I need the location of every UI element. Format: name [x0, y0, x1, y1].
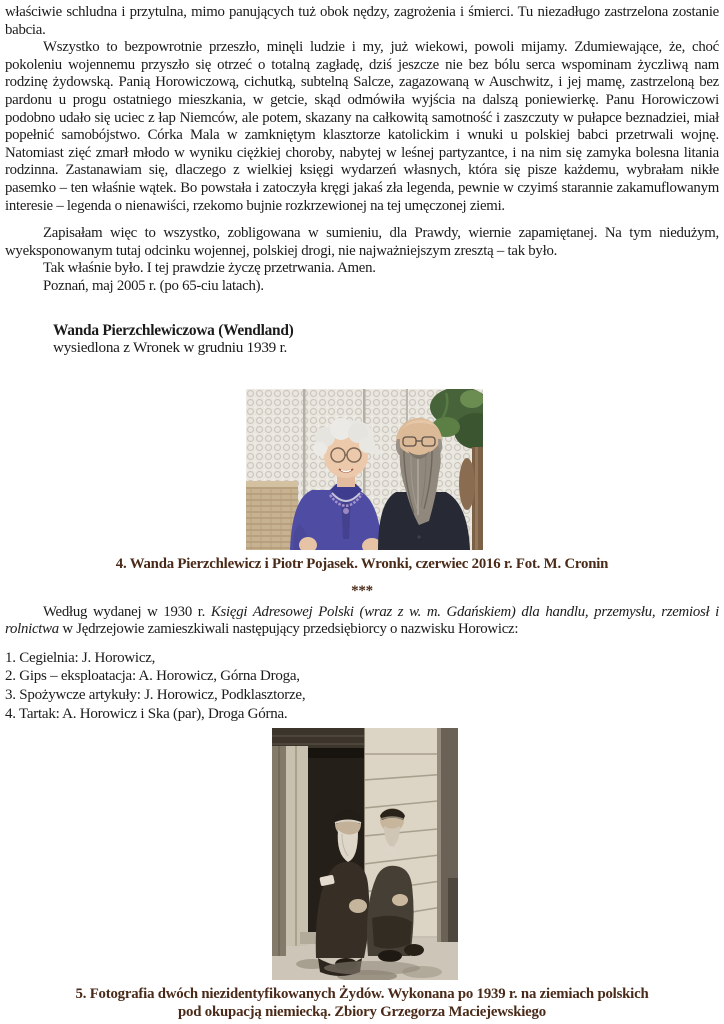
figure5-caption-line2: pod okupacją niemiecką. Zbiory Grzegorza Maciejewskiego	[178, 1004, 546, 1021]
line-poznan-date: Poznań, maj 2005 r. (po 65-ciu latach).	[43, 277, 264, 294]
paragraph-zapisalam: Zapisałam więc to wszystko, zobligowana w sumieniu, dla Prawdy, wiernie zapamiętanej. Na tym niedużym, wyeksponowanym tutaj odcinku wojennej, polskiej drogi, nie najważniejszym zresztą – tak było.	[5, 225, 719, 259]
registry-lead-start: Według wydanej w 1930 r.	[43, 603, 211, 620]
registry-entry: 1. Cegielnia: J. Horowicz,	[5, 649, 156, 666]
author-block	[53, 322, 719, 357]
figure4-photo-illustration	[246, 389, 483, 550]
paragraph-memoir: Wszystko to bezpowrotnie przeszło, minęli ludzie i my, już wiekowi, powoli mijamy. Zdumiewające, że, choć pokoleniu wojennemu przyszło się otrzeć o totalną zagładę, dziś jeszcze nie bez bólu serca wspominam życzliwą nam rodzinę żydowską. Panią Horowiczową, cichutką, subtelną Salcze, zagazowaną w Auschwitz, i jej mamę, zastrzeloną bez pardonu u progu ostatniego mieszkania, w getcie, skąd odmówiła wyjścia na dalszą poniewierkę. Panu Horowiczowi podobno udało się uciec z łap Niemców, ale potem, skazany na całkowitą samotność i zaszczuty w pułapce beznadziei, miał popełnić samobójstwo. Córka Mala w zamkniętym klasztorze katolickim i wnuki u polskiej babci przetrwali wojnę. Natomiast zięć zmarł młodo w wyniku ciężkiej choroby, nabytej w leśnej partyzantce, i na nim się zamyka bolesna litania rodzinna. Zastanawiam się, dlaczego z wielkiej księgi wydarzeń własnych, która się pisze każdemu, wybrałam nikłe pasemko – ten właśnie wątek. Bo powstała i zatoczyła kręgi jakaś zła legenda, pewnie w czyimś starannie zakamuflowanym interesie – legenda o nienawiści, rzekomo bujnie rozkrzewionej na tej umęczonej ziemi.	[5, 39, 719, 214]
figure4-caption: 4. Wanda Pierzchlewicz i Piotr Pojasek. Wronki, czerwiec 2016 r. Fot. M. Cronin	[115, 555, 609, 572]
registry-list	[5, 649, 719, 723]
registry-lead-paragraph	[5, 604, 719, 639]
registry-entry: 4. Tartak: A. Horowicz i Ska (par), Droga Górna.	[5, 705, 288, 722]
paragraph-continuation: właściwie schludna i przytulna, mimo panujących tuż obok nędzy, zagrożenia i śmierci. Tu niezadługo zastrzelona zostanie babcia.	[5, 4, 719, 38]
registry-entry: 3. Spożywcze artykuły: J. Horowicz, Podklasztorze,	[5, 687, 306, 704]
line-tak-wlasnie: Tak właśnie było. I tej prawdzie życzę przetrwania. Amen.	[43, 260, 376, 277]
registry-lead-title: Księgi Adresowej Polski (wraz z w. m. Gdańskiem) dla handlu, przemysłu, rzemiosł i rolnictwa	[5, 603, 720, 638]
registry-lead-end: w Jędrzejowie zamieszkiwali następujący przedsiębiorcy o nazwisku Horowicz:	[58, 621, 519, 638]
figure5-caption	[5, 985, 719, 1021]
author-name: Wanda Pierzchlewiczowa (Wendland)	[53, 321, 294, 339]
figure4-photo	[246, 389, 483, 550]
figure5-photo	[272, 728, 458, 980]
section-separator: ***	[351, 582, 373, 599]
figure5-photo-illustration	[272, 728, 458, 980]
registry-entry: 2. Gips – eksploatacja: A. Horowicz, Górna Droga,	[5, 668, 300, 685]
figure5-caption-line1: 5. Fotografia dwóch niezidentyfikowanych Żydów. Wykonana po 1939 r. na ziemiach polskich	[75, 986, 649, 1003]
author-origin: wysiedlona z Wronek w grudniu 1939 r.	[53, 339, 288, 357]
